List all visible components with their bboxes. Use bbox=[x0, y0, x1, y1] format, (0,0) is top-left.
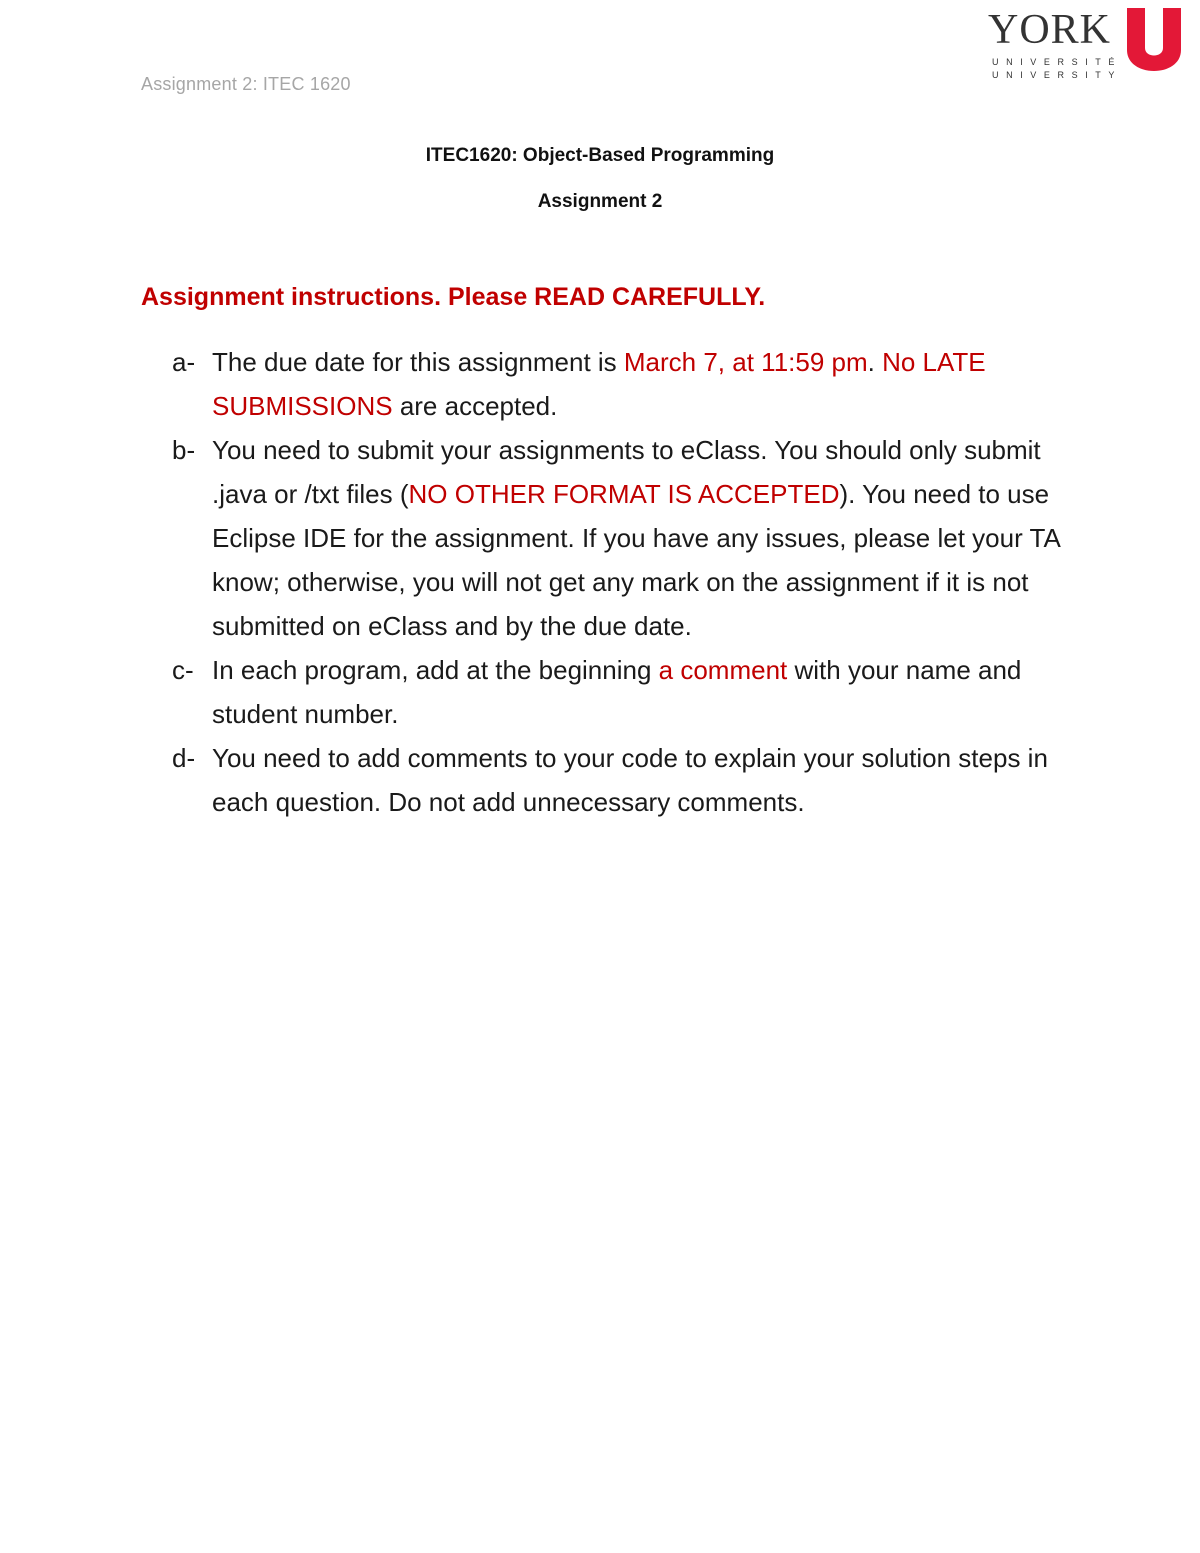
instruction-text: The due date for this assignment is bbox=[212, 347, 624, 377]
late-policy-highlight: No LATE SUBMISSIONS bbox=[212, 347, 986, 421]
instruction-text: You need to add comments to your code to explain your solution steps in each question. Do not add unnecessary comments. bbox=[212, 743, 1048, 817]
logo-university: UNIVERSITY bbox=[992, 70, 1123, 80]
york-u-mark-icon bbox=[1125, 8, 1183, 74]
instruction-item-b bbox=[172, 428, 1062, 648]
instruction-marker: a- bbox=[172, 347, 196, 377]
instruction-text: You need to submit your assignments to eClass. You should only submit .java or /txt files ( bbox=[212, 435, 1041, 509]
instruction-marker: c- bbox=[172, 655, 194, 685]
instruction-item-c bbox=[172, 648, 1062, 736]
assignment-title: Assignment 2 bbox=[537, 191, 663, 212]
instruction-text: are accepted. bbox=[392, 391, 558, 421]
instruction-item-a bbox=[172, 340, 1062, 428]
instruction-item-d bbox=[172, 736, 1062, 824]
logo-universite: UNIVERSITÉ bbox=[992, 57, 1123, 67]
instruction-marker: d- bbox=[172, 743, 196, 773]
york-university-logo bbox=[988, 7, 1194, 80]
format-highlight: NO OTHER FORMAT IS ACCEPTED bbox=[408, 479, 840, 509]
comment-highlight: a comment bbox=[658, 655, 788, 685]
instructions-list bbox=[172, 340, 1062, 824]
instruction-marker: b- bbox=[172, 435, 196, 465]
logo-wordmark: YORK bbox=[988, 7, 1112, 53]
instruction-text: ). You need to use Eclipse IDE for the assignment. If you have any issues, please let your TA know; otherwise, you will not get any mark on the assignment if it is not submitted on eClass and by the due date. bbox=[212, 479, 1060, 641]
instruction-text: . bbox=[867, 347, 883, 377]
course-title: ITEC1620: Object-Based Programming bbox=[425, 145, 775, 166]
instruction-text: with your name and student number. bbox=[212, 655, 1022, 729]
running-header: Assignment 2: ITEC 1620 bbox=[141, 74, 351, 94]
instructions-heading: Assignment instructions. Please READ CAREFULLY. bbox=[141, 283, 766, 311]
instruction-text: In each program, add at the beginning bbox=[212, 655, 659, 685]
due-date-highlight: March 7, at 11:59 pm bbox=[623, 347, 868, 377]
